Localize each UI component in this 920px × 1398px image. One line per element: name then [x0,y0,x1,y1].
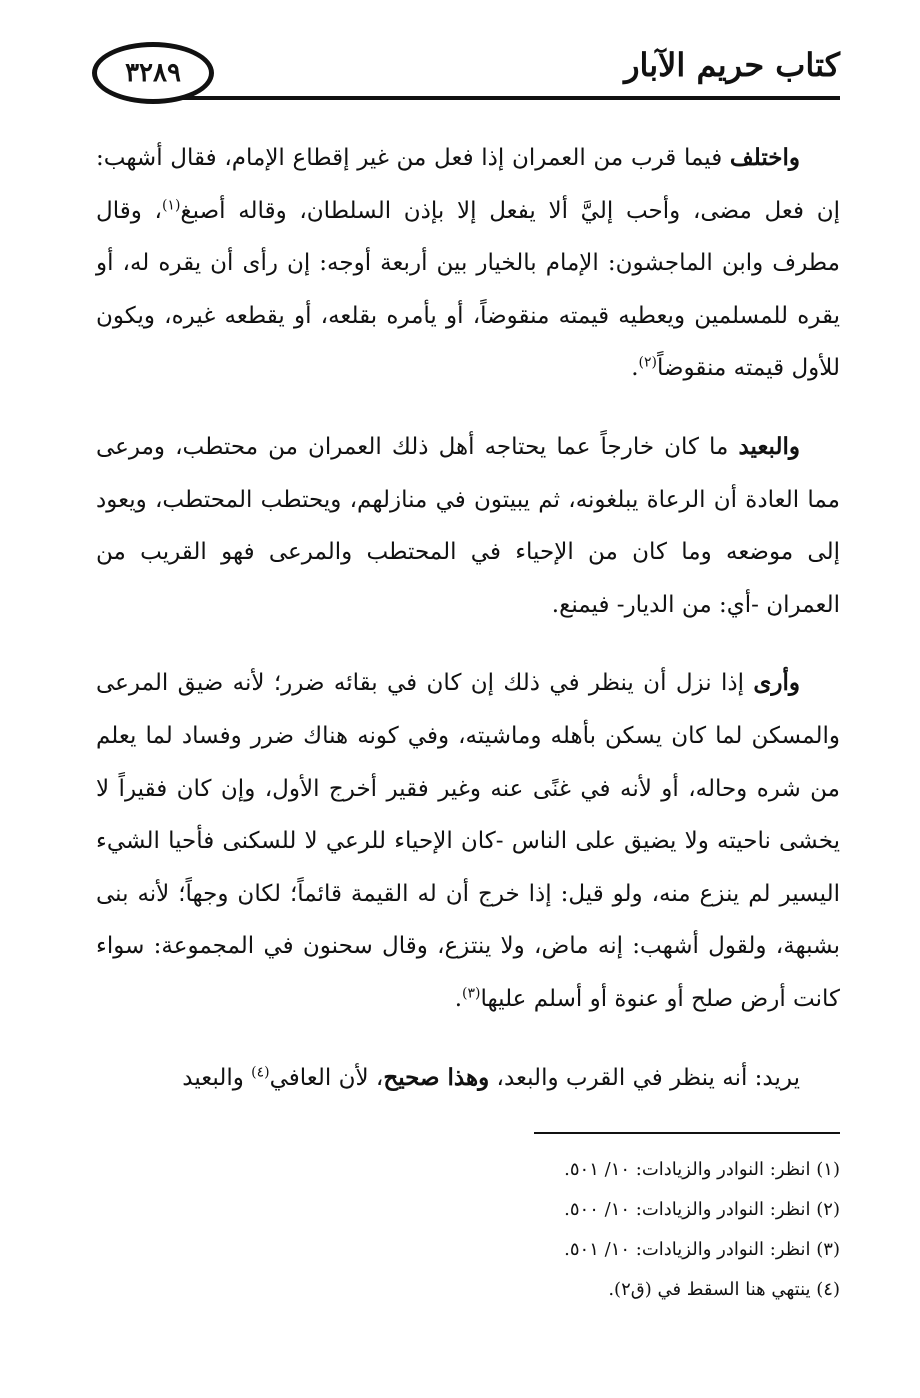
paragraph-lead-word: واختلف [729,144,800,171]
footnote-1: (١) انظر: النوادر والزيادات: ١٠/ ٥٠١. [564,1159,840,1180]
footnote-separator [534,1132,840,1134]
footnote-3: (٣) انظر: النوادر والزيادات: ١٠/ ٥٠١. [564,1239,840,1260]
header-rule [152,96,840,100]
text-run: ، لأن العافي [269,1064,384,1091]
text-run: إذا نزل أن ينظر في ذلك إن كان في بقائه ضرر؛ لأنه ضيق المرعى والمسكن لما كان يسكن بأهله وماشيته، وفي كونه هناك ضرر وفساد لما يعلم من شره وحاله، أو لأنه في غنًى عنه وغير فقير أخرج الأول، وإن كان فقيراً لا يخشى ناحيته ولا يضيق على الناس -كان الإحياء للرعي لا للسكنى فأحيا الشيء اليسير لم ينزع منه، ولو قيل: إذا خرج أن له القيمة قائماً؛ لكان وجهاً؛ لأنه بنى بشبهة، ولقول أشهب: إنه ماض، ولا ينتزع، وقال سحنون في المجموعة: سواء كانت أرض صلح أو عنوة أو أسلم عليها [96,670,840,1012]
text-run: . [454,985,463,1012]
text-run: ، وقال مطرف وابن الماجشون: الإمام بالخيار بين أربعة أوجه: إن رأى أن يقره له، أو يقره للمسلمين ويعطيه قيمته منقوضاً، أو يأمره بقلعه، أو يقطعه غيره، ويكون للأول قيمته منقوضاً [96,197,840,382]
text-run: يريد: أنه ينظر في القرب والبعد، [489,1064,800,1091]
page-header [92,42,840,104]
footnote-4: (٤) ينتهي هنا السقط في (ق٢). [608,1279,840,1300]
footnotes [96,1150,840,1310]
emphasis-text: وهذا صحيح [383,1063,490,1091]
footnote-ref: (١) [161,196,181,213]
paragraph [96,657,840,1025]
page-number: ٣٢٨٩ [125,58,181,88]
text-run: فيما قرب من العمران إذا فعل من غير إقطاع الإمام، فقال أشهب: إن فعل مضى، وأحب إليَّ ألا يفعل إلا بإذن السلطان، وقاله أصبغ [96,145,840,224]
page-number-badge [92,42,214,104]
paragraph [96,132,840,395]
paragraph-lead-word: والبعيد [738,432,800,460]
running-title: كتاب حريم الآبار [624,46,840,84]
main-text [96,132,840,1130]
footnote-ref: (٣) [462,985,481,1002]
paragraph [96,421,840,631]
footnote-2: (٢) انظر: النوادر والزيادات: ١٠/ ٥٠٠. [564,1199,840,1220]
text-run: والبعيد [182,1064,252,1091]
footnote-ref: (٢) [638,354,657,371]
paragraph [96,1052,840,1105]
paragraph-lead-word: وأرى [753,669,800,697]
footnote-ref: (٤) [251,1063,270,1080]
text-run: ما كان خارجاً عما يحتاجه أهل ذلك العمران من محتطب، ومرعى مما العادة أن الرعاة يبلغونه، ثم يبيتون في منازلهم، ويحتطب المحتطب، ويعود إلى موضعه وما كان من الإحياء في المحتطب والمرعى فهو القريب من العمران -أي: من الديار- فيمنع. [96,433,840,618]
text-run: . [631,355,639,382]
